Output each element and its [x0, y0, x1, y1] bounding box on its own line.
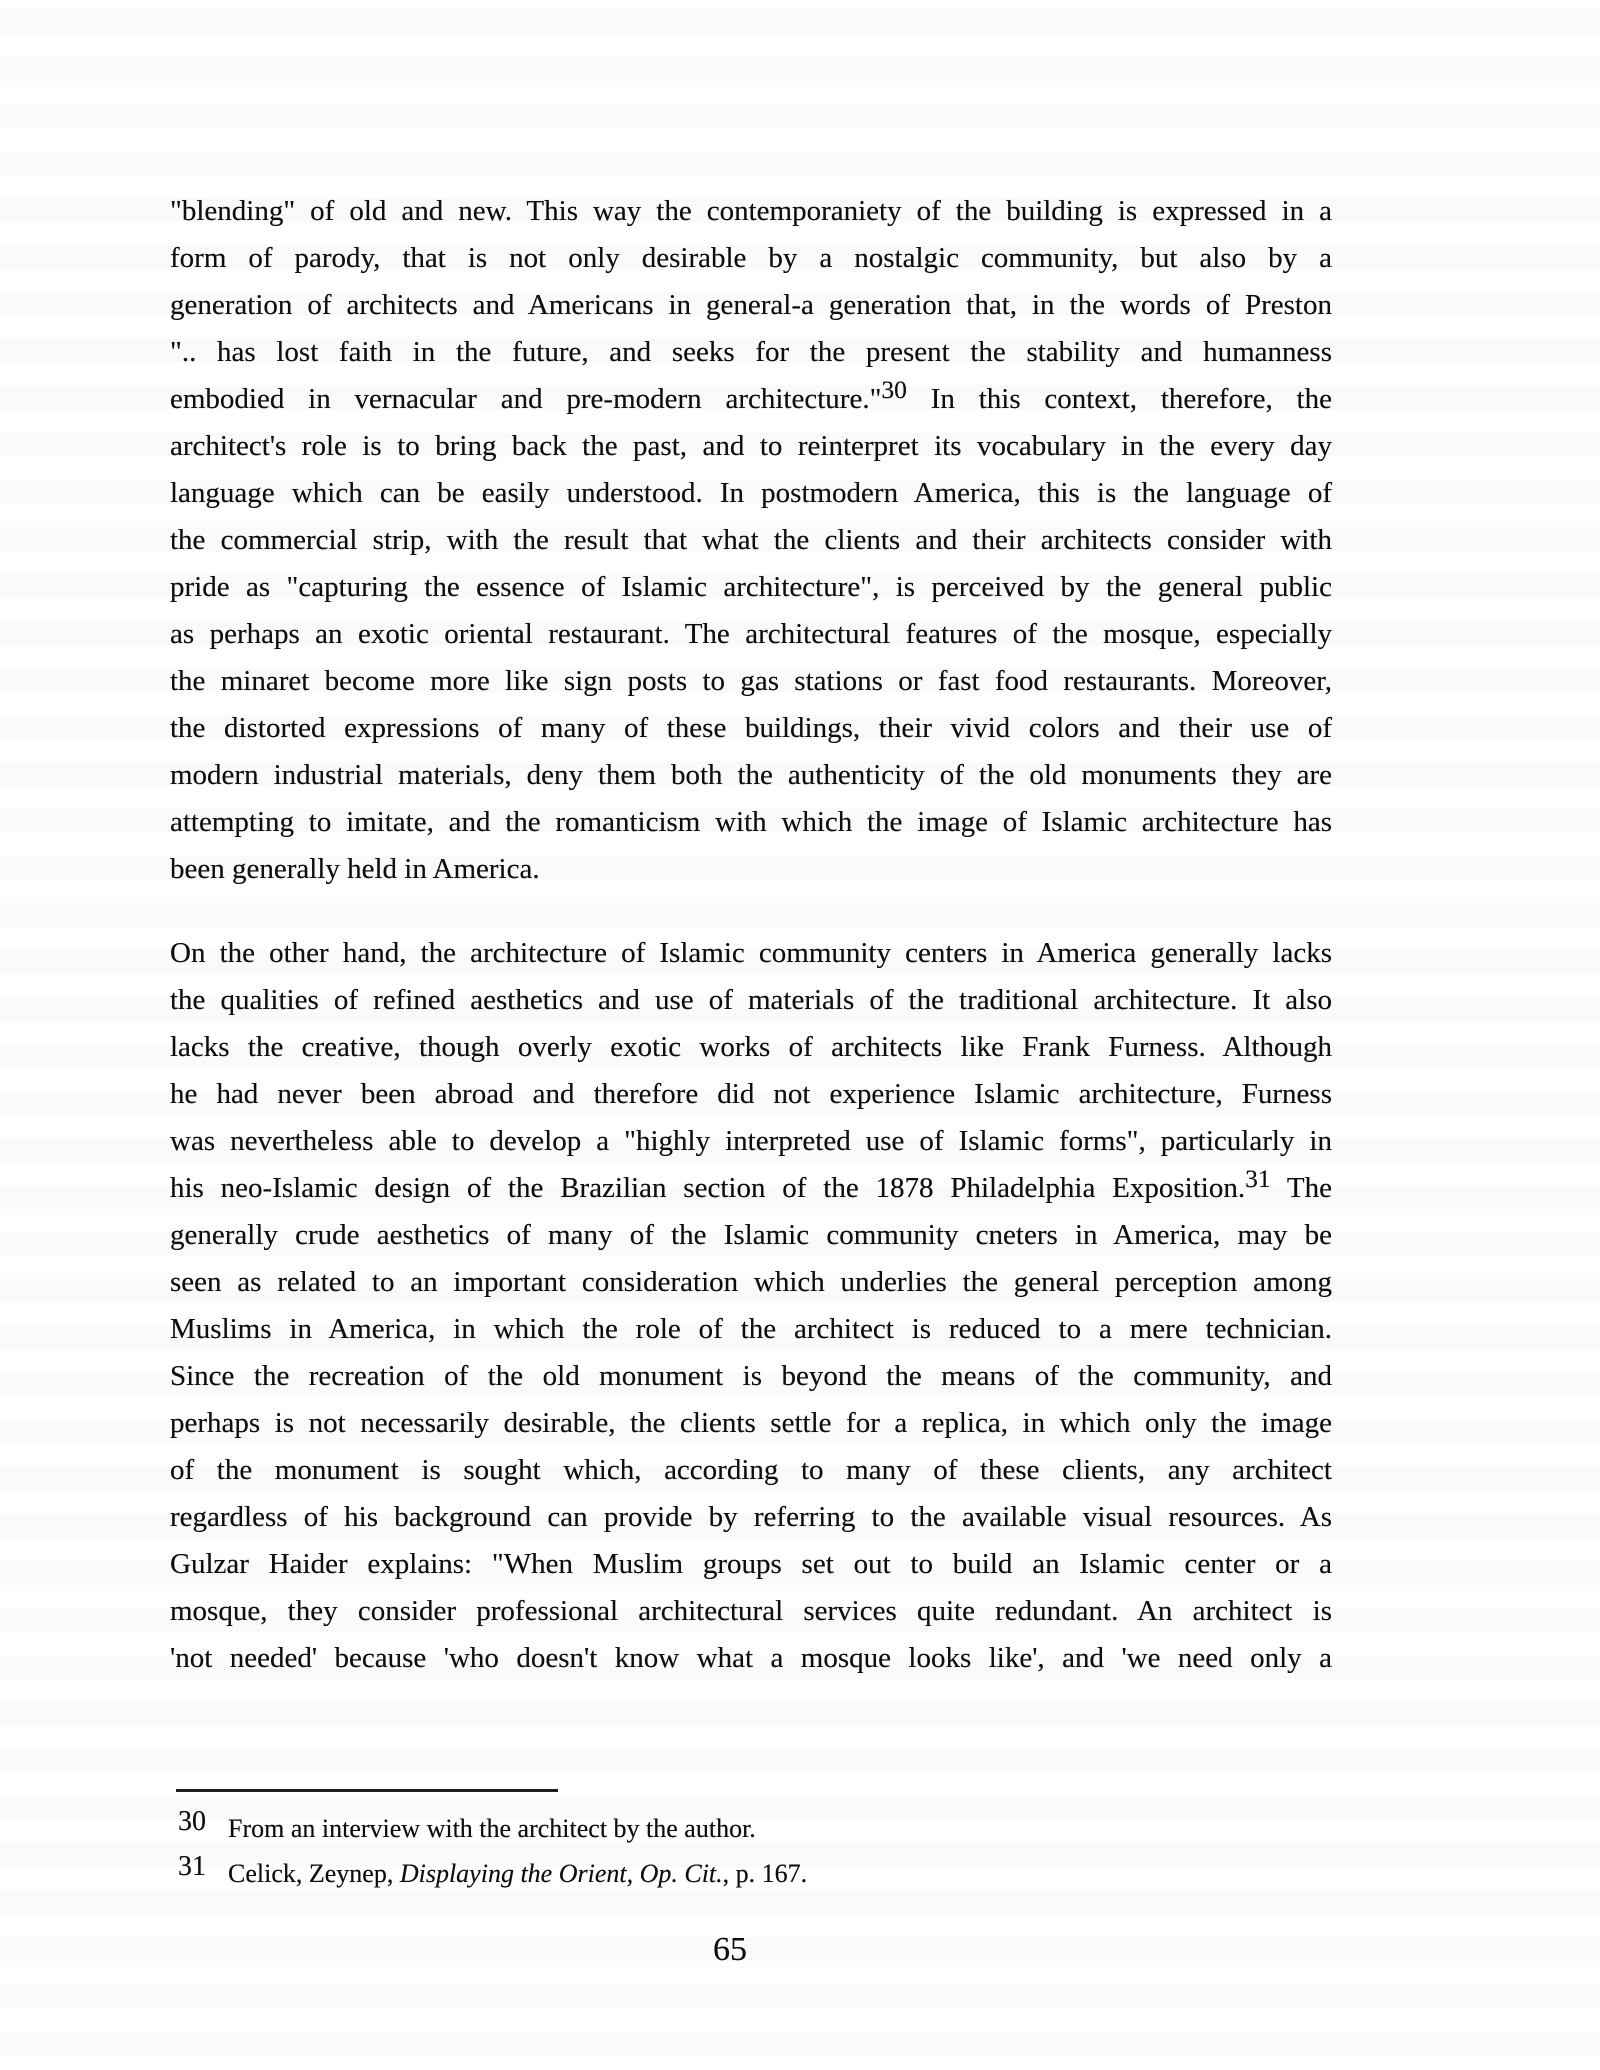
page-number: 65: [713, 1931, 747, 1968]
text-segment: modern industrial materials, deny them both the authenticity of the old monuments they are: [170, 759, 1332, 791]
footnote-number: 31: [178, 1851, 206, 1882]
text-segment: Gulzar Haider explains: "When Muslim groups set out to build an Islamic center or a: [170, 1548, 1332, 1580]
text-line: [170, 564, 1332, 611]
text-segment: lacks the creative, though overly exotic works of architects like Frank Furness. Although: [170, 1031, 1332, 1063]
text-line: [170, 470, 1332, 517]
text-line: [170, 705, 1332, 752]
text-line: [170, 1588, 1332, 1635]
footnote-separator: [176, 1789, 558, 1792]
text-segment: "blending" of old and new. This way the contemporaniety of the building is expressed in a: [170, 195, 1332, 227]
text-segment: as perhaps an exotic oriental restaurant. The architectural features of the mosque, especially: [170, 618, 1332, 650]
footnote-text: [228, 1851, 807, 1896]
paragraph: [170, 188, 1332, 893]
text-line: [170, 1118, 1332, 1165]
italic-text: Displaying the Orient, Op. Cit.: [399, 1859, 723, 1888]
text-line: [170, 423, 1332, 470]
text-segment: his neo-Islamic design of the Brazilian section of the 1878 Philadelphia Exposition.: [170, 1172, 1246, 1204]
text-line: [170, 1071, 1332, 1118]
text-segment: was nevertheless able to develop a "highly interpreted use of Islamic forms", particularly in: [170, 1125, 1332, 1157]
text-segment: pride as "capturing the essence of Islamic architecture", is perceived by the general public: [170, 571, 1332, 603]
text-line: [170, 1447, 1332, 1494]
text-segment: 'not needed' because 'who doesn't know what a mosque looks like', and 'we need only a: [170, 1642, 1332, 1674]
text-line: [170, 1635, 1332, 1682]
text-segment: generally crude aesthetics of many of the Islamic community cneters in America, may be: [170, 1219, 1332, 1251]
footnote-area: [170, 1789, 1332, 1896]
text-segment: mosque, they consider professional architectural services quite redundant. An architect is: [170, 1595, 1332, 1627]
text-segment: Muslims in America, in which the role of the architect is reduced to a mere technician.: [170, 1313, 1332, 1345]
text-segment: On the other hand, the architecture of Islamic community centers in America generally lacks: [170, 937, 1332, 969]
text-segment: The: [1270, 1172, 1333, 1204]
text-line: [170, 1259, 1332, 1306]
text-line: [170, 329, 1332, 376]
text-line: [170, 1212, 1332, 1259]
text-line: [170, 930, 1332, 977]
text-line: [170, 1494, 1332, 1541]
text-segment: language which can be easily understood. In postmodern America, this is the language of: [170, 477, 1332, 509]
text-segment: regardless of his background can provide by referring to the available visual resources. As: [170, 1501, 1332, 1533]
footnote-item: [170, 1851, 1332, 1896]
text-line: [170, 1165, 1332, 1212]
text-line: [170, 1541, 1332, 1588]
footnote-reference: 30: [881, 375, 907, 405]
text-line: [170, 977, 1332, 1024]
text-segment: the distorted expressions of many of these buildings, their vivid colors and their use of: [170, 712, 1332, 744]
text-segment: Celick, Zeynep,: [228, 1859, 400, 1888]
text-segment: of the monument is sought which, according to many of these clients, any architect: [170, 1454, 1332, 1486]
text-segment: In this context, therefore, the: [906, 383, 1332, 415]
text-segment: Since the recreation of the old monument is beyond the means of the community, and: [170, 1360, 1332, 1392]
text-line: [170, 1024, 1332, 1071]
text-line: [170, 376, 1332, 423]
text-segment: architect's role is to bring back the past, and to reinterpret its vocabulary in the every day: [170, 430, 1332, 462]
text-line: [170, 658, 1332, 705]
text-segment: attempting to imitate, and the romanticism with which the image of Islamic architecture has: [170, 806, 1332, 838]
text-segment: the qualities of refined aesthetics and use of materials of the traditional architecture. It also: [170, 984, 1332, 1016]
footnote-item: [170, 1806, 1332, 1851]
text-line: [170, 517, 1332, 564]
body-text: [170, 188, 1332, 1682]
text-line: [170, 1353, 1332, 1400]
footnote-reference: 31: [1245, 1164, 1271, 1194]
footnote-number: 30: [178, 1806, 206, 1837]
text-segment: generation of architects and Americans in general-a generation that, in the words of Preston: [170, 289, 1332, 321]
text-line: [170, 235, 1332, 282]
text-segment: ".. has lost faith in the future, and seeks for the present the stability and humanness: [170, 336, 1332, 368]
text-line: [170, 282, 1332, 329]
text-segment: perhaps is not necessarily desirable, the clients settle for a replica, in which only the image: [170, 1407, 1332, 1439]
text-segment: From an interview with the architect by the author.: [228, 1814, 756, 1843]
footnote-text: [228, 1806, 756, 1851]
text-line: [170, 752, 1332, 799]
text-segment: seen as related to an important consideration which underlies the general perception among: [170, 1266, 1332, 1298]
text-segment: been generally held in America.: [170, 853, 540, 885]
text-segment: the minaret become more like sign posts to gas stations or fast food restaurants. Moreover,: [170, 665, 1332, 697]
text-line: [170, 1400, 1332, 1447]
footnote-list: [170, 1806, 1332, 1896]
text-line: [170, 846, 1332, 893]
text-segment: embodied in vernacular and pre-modern architecture.": [170, 383, 882, 415]
text-line: [170, 188, 1332, 235]
text-line: [170, 611, 1332, 658]
text-segment: form of parody, that is not only desirable by a nostalgic community, but also by a: [170, 242, 1332, 274]
text-segment: , p. 167.: [722, 1859, 808, 1888]
text-segment: the commercial strip, with the result that what the clients and their architects consider with: [170, 524, 1332, 556]
paragraph: [170, 930, 1332, 1682]
text-line: [170, 1306, 1332, 1353]
text-segment: he had never been abroad and therefore did not experience Islamic architecture, Furness: [170, 1078, 1332, 1110]
text-line: [170, 799, 1332, 846]
